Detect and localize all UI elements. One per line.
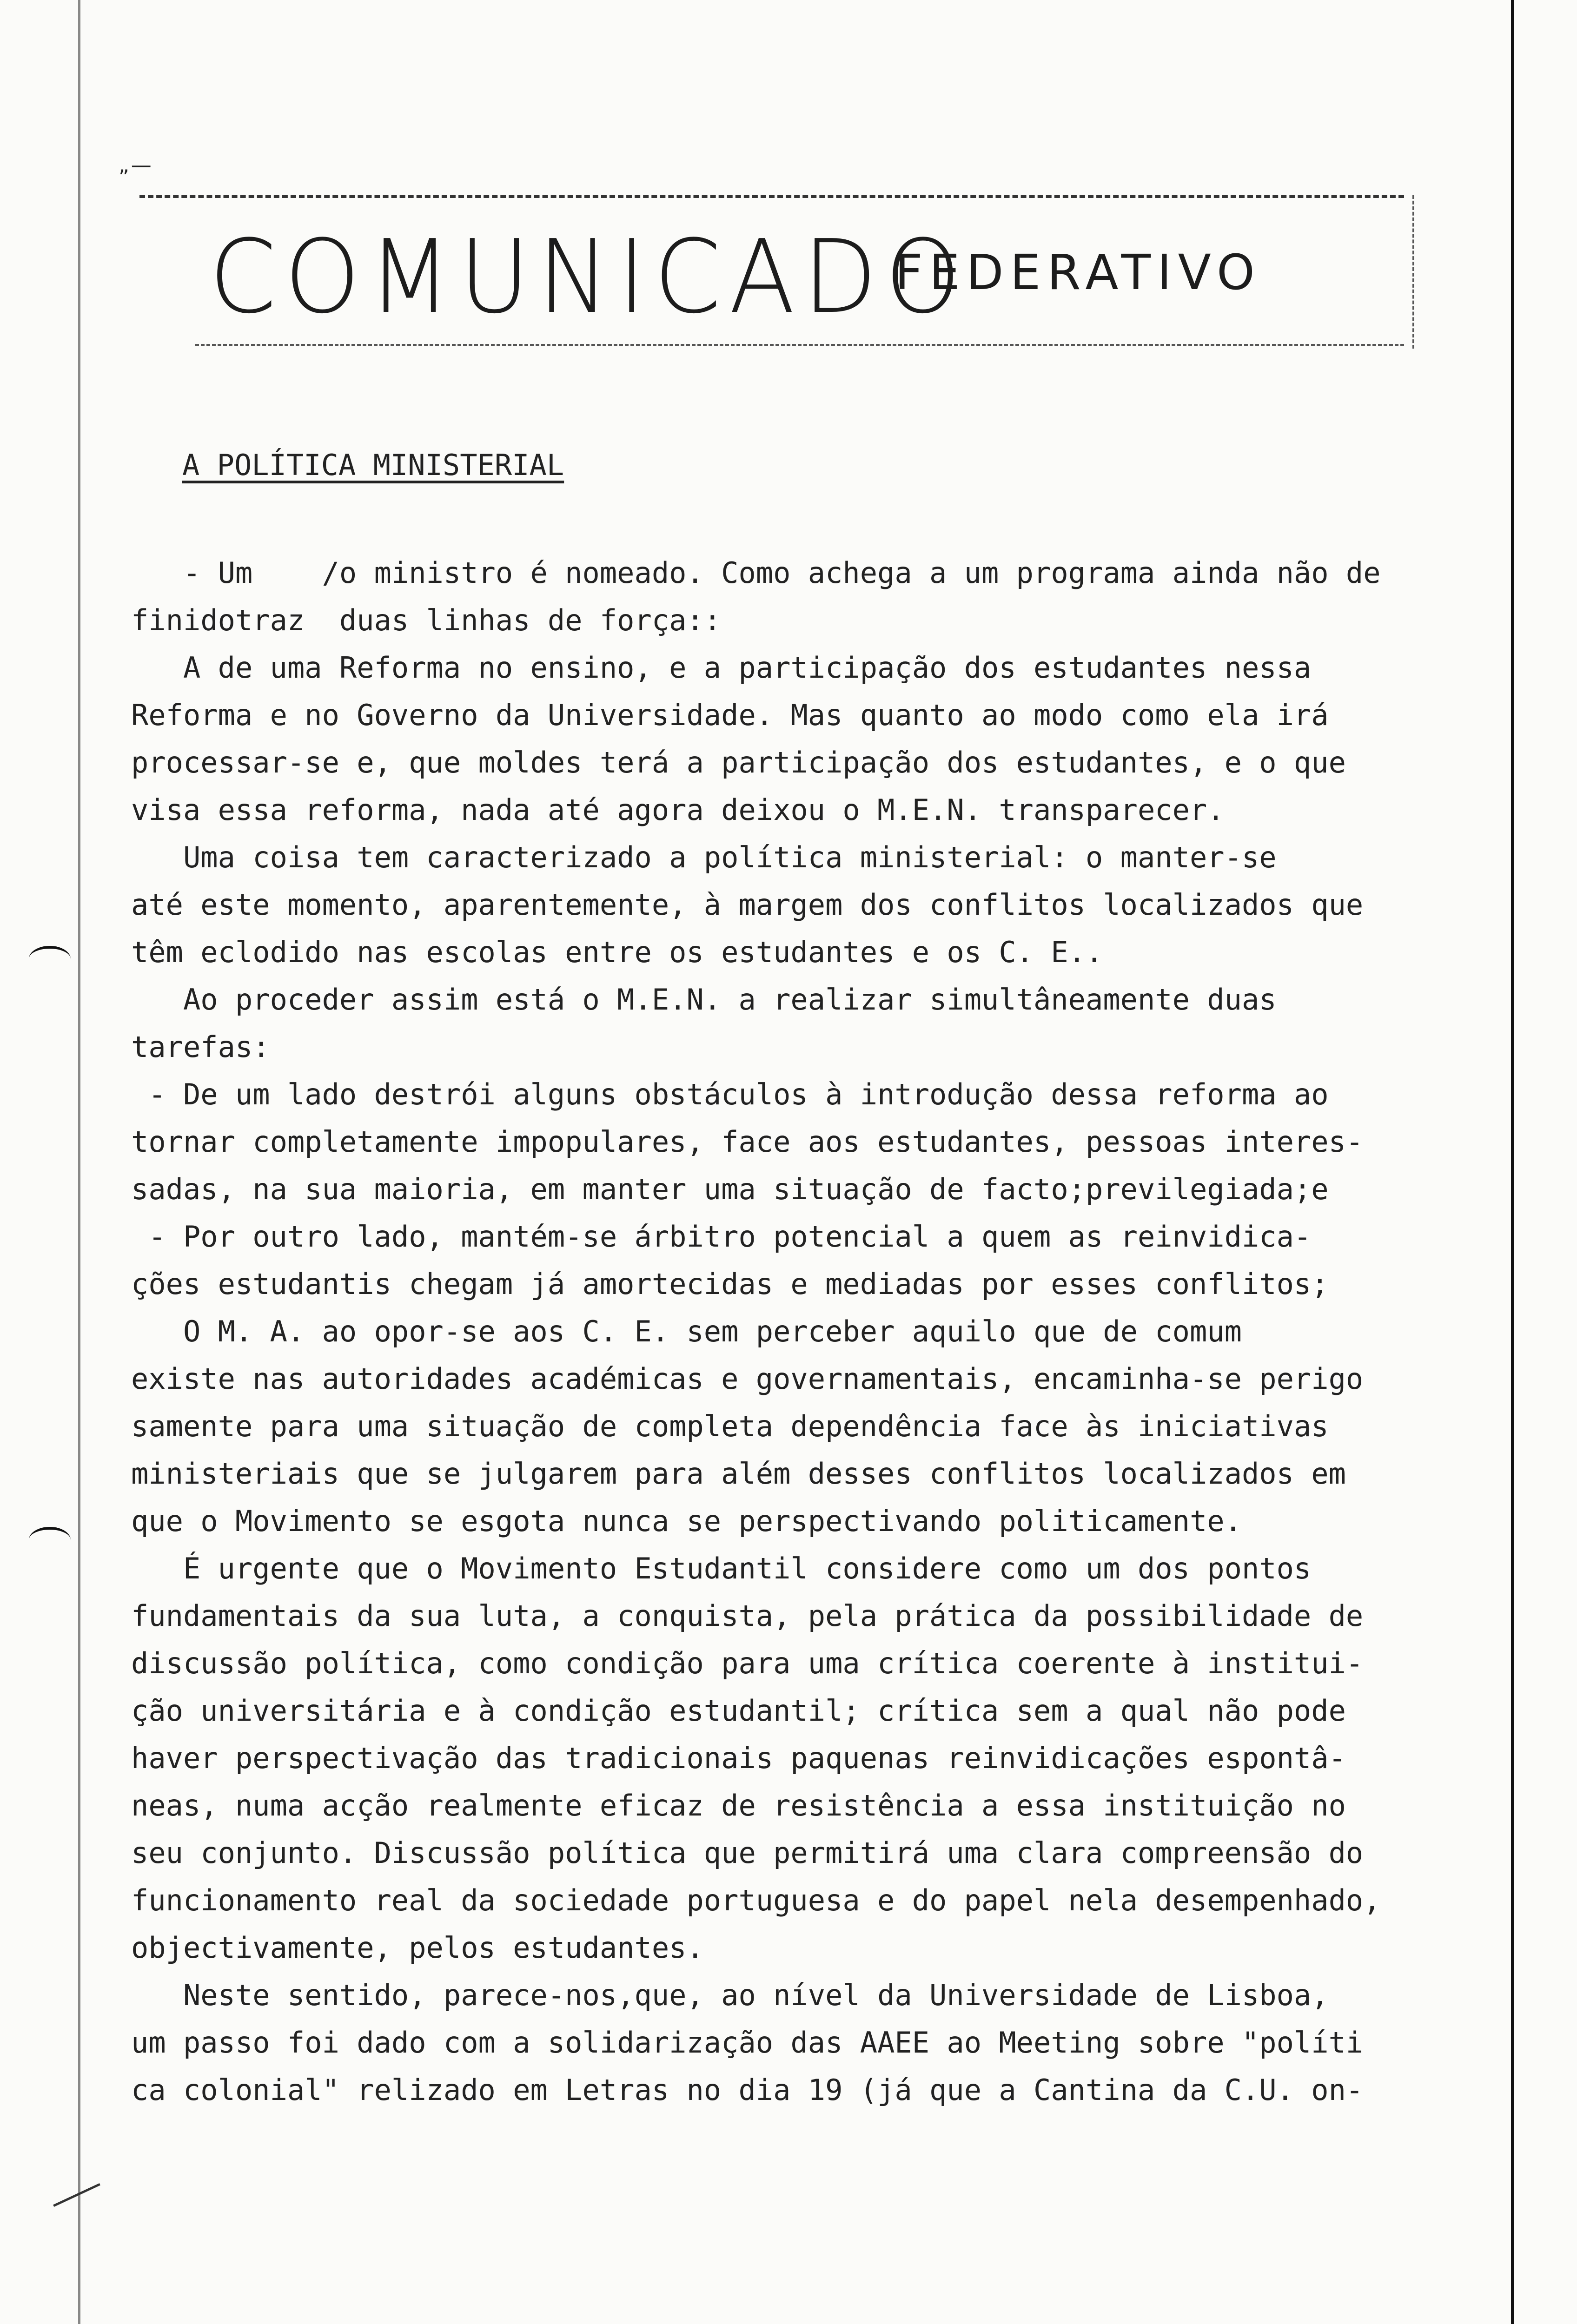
text-line: finidotraz duas linhas de força:: <box>131 603 722 637</box>
section-heading: A POLÍTICA MINISTERIAL <box>182 448 564 482</box>
text-line: seu conjunto. Discussão política que permitirá uma clara compreensão do <box>131 1836 1364 1870</box>
text-line: ministeriais que se julgarem para além desses conflitos localizados em <box>131 1457 1346 1491</box>
text-line: funcionamento real da sociedade portuguesa e do papel nela desempenhado, <box>131 1883 1381 1917</box>
text-line: - De um lado destrói alguns obstáculos à introdução dessa reforma ao <box>131 1077 1329 1111</box>
banner-bottom-rule <box>195 344 1404 346</box>
text-line: haver perspectivação das tradicionais paquenas reinvidicações espontâ- <box>131 1741 1346 1775</box>
text-line: tarefas: <box>131 1030 270 1064</box>
banner-side-rule <box>1412 195 1414 349</box>
text-line: ca colonial" relizado em Letras no dia 19 (já que a Cantina da C.U. on- <box>131 2073 1364 2107</box>
text-line: Neste sentido, parece-nos,que, ao nível da Universidade de Lisboa, <box>131 1978 1329 2012</box>
text-line: existe nas autoridades académicas e governamentais, encaminha-se perigo <box>131 1362 1364 1396</box>
document-body <box>131 442 1479 2114</box>
document-subtitle: FEDERATIVO <box>895 244 1261 301</box>
margin-pen-stroke <box>53 2183 100 2207</box>
text-line: fundamentais da sua luta, a conquista, pela prática da possibilidade de <box>131 1599 1364 1633</box>
text-line: sadas, na sua maioria, em manter uma situação de facto;previlegiada;e <box>131 1172 1329 1206</box>
text-line: processar-se e, que moldes terá a participação dos estudantes, e o que <box>131 746 1346 779</box>
right-margin-line <box>1511 0 1514 2324</box>
hole-punch-mark-lower <box>29 1527 71 1553</box>
text-line: Reforma e no Governo da Universidade. Mas quanto ao modo como ela irá <box>131 698 1329 732</box>
text-line: visa essa reforma, nada até agora deixou o M.E.N. transparecer. <box>131 793 1225 827</box>
text-line: um passo foi dado com a solidarização das AAEE ao Meeting sobre "políti <box>131 2026 1364 2060</box>
title-banner <box>139 177 1413 353</box>
text-line: Uma coisa tem caracterizado a política ministerial: o manter-se <box>131 840 1277 874</box>
text-line: Ao proceder assim está o M.E.N. a realizar simultâneamente duas <box>131 983 1277 1017</box>
text-line: É urgente que o Movimento Estudantil considere como um dos pontos <box>131 1552 1312 1585</box>
hole-punch-mark-upper <box>29 946 71 972</box>
text-line: discussão política, como condição para uma crítica coerente à institui- <box>131 1646 1364 1680</box>
left-margin-line <box>78 0 80 2324</box>
body-text <box>131 549 1479 2114</box>
text-line: tornar completamente impopulares, face aos estudantes, pessoas interes- <box>131 1125 1364 1159</box>
text-line: A de uma Reforma no ensino, e a participação dos estudantes nessa <box>131 651 1312 685</box>
corner-scribble: „— <box>119 153 153 177</box>
text-line: neas, numa acção realmente eficaz de resistência a essa instituição no <box>131 1789 1346 1822</box>
text-line: samente para uma situação de completa dependência face às iniciativas <box>131 1409 1329 1443</box>
text-line: têm eclodido nas escolas entre os estudantes e os C. E.. <box>131 935 1103 969</box>
text-line: objectivamente, pelos estudantes. <box>131 1931 704 1965</box>
document-title: COMUNICADO <box>209 218 969 336</box>
text-line: até este momento, aparentemente, à margem dos conflitos localizados que <box>131 888 1364 922</box>
text-line: - Por outro lado, mantém-se árbitro potencial a quem as reinvidica- <box>131 1220 1312 1254</box>
text-line: - Um /o ministro é nomeado. Como achega a um programa ainda não de <box>131 556 1381 590</box>
text-line: O M. A. ao opor-se aos C. E. sem perceber aquilo que de comum <box>131 1314 1242 1348</box>
text-line: ção universitária e à condição estudantil; crítica sem a qual não pode <box>131 1694 1346 1728</box>
text-line: que o Movimento se esgota nunca se perspectivando politicamente. <box>131 1504 1242 1538</box>
banner-top-rule <box>139 195 1404 198</box>
text-line: ções estudantis chegam já amortecidas e mediadas por esses conflitos; <box>131 1267 1329 1301</box>
